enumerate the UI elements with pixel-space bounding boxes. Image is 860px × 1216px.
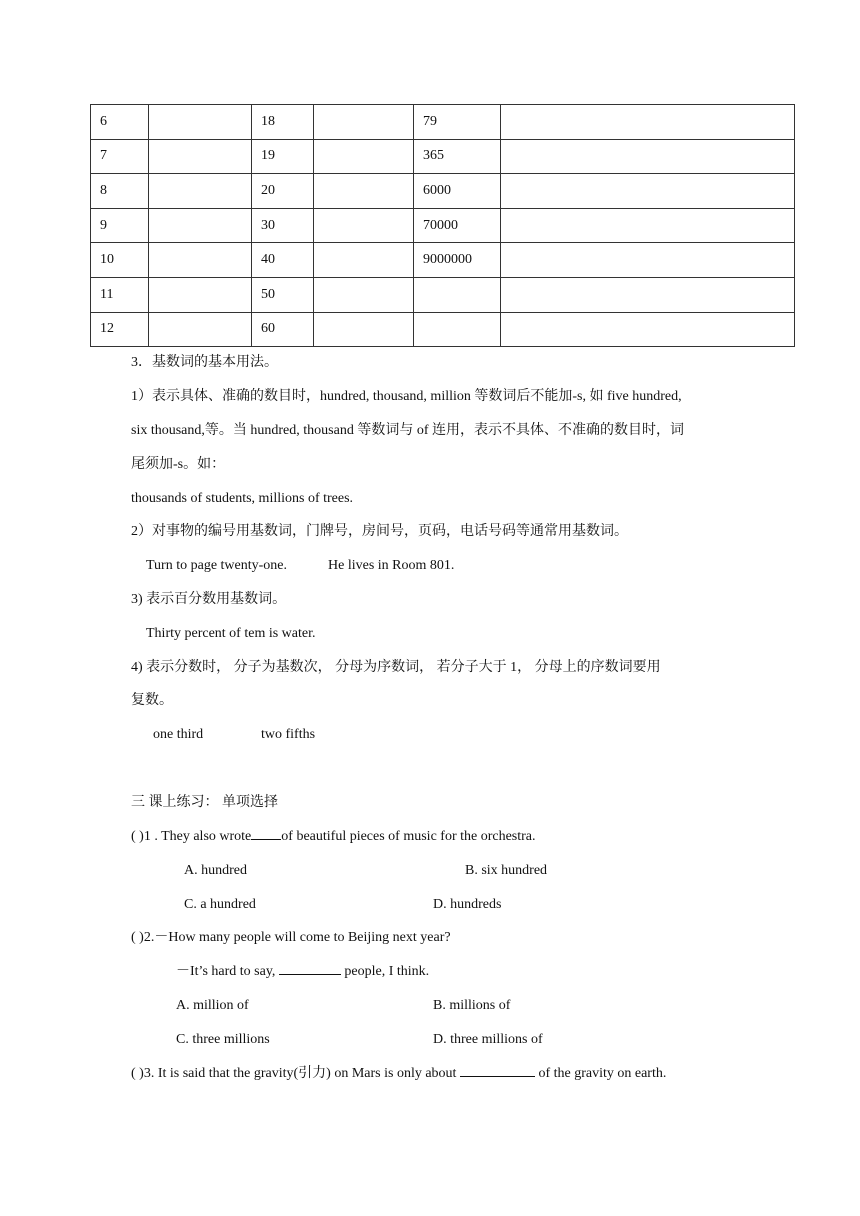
rule-4-text: 4) 表示分数时， 分子为基数次， 分母为序数词， 若分子大于 1， 分母上的序数词要用 [131,660,661,675]
option-d: D. three millions of [433,1032,543,1047]
table-cell: 60 [252,312,314,347]
table-cell [314,174,414,209]
table-cell [501,105,795,140]
table-row [91,139,795,174]
table-cell: 10 [91,243,149,278]
option-a: A. hundred [184,863,247,878]
table-cell [314,139,414,174]
table-row [91,277,795,312]
rule-3-example: Thirty percent of tem is water. [146,626,316,641]
table-cell: 50 [252,277,314,312]
answer-bracket: ( ) [131,930,144,945]
table-cell [314,243,414,278]
table-cell [414,312,501,347]
option-c: C. three millions [176,1032,270,1047]
table-cell [314,105,414,140]
table-cell [414,277,501,312]
table-cell [149,312,252,347]
table-cell [149,174,252,209]
table-cell [149,243,252,278]
option-d: D. hundreds [433,897,502,912]
table-cell: 20 [252,174,314,209]
answer-bracket: ( ) [131,1066,144,1081]
number-table [90,104,795,347]
table-cell: 70000 [414,208,501,243]
option-b: B. six hundred [465,863,548,878]
exercise-heading: 三 课上练习： 单项选择 [131,795,278,810]
answer-bracket: ( ) [131,829,144,844]
question-stem-cont: of the gravity on earth. [538,1066,667,1081]
number-table-body [91,105,795,347]
rule-2-example-a: Turn to page twenty-one. [146,558,288,573]
table-cell: 11 [91,277,149,312]
answer-blank [279,962,341,975]
table-cell: 9000000 [414,243,501,278]
answer-blank [460,1064,535,1077]
table-cell: 8 [91,174,149,209]
table-row [91,208,795,243]
table-cell: 79 [414,105,501,140]
rule-2-text: 2）对事物的编号用基数词，门牌号，房间号，页码，电话号码等通常用基数词。 [131,524,628,539]
table-cell [501,174,795,209]
question-2 [131,928,451,948]
table-cell: 7 [91,139,149,174]
table-row [91,105,795,140]
table-cell: 12 [91,312,149,347]
section-3-heading: 3．基数词的基本用法。 [131,355,278,370]
question-stem: 3. It is said that the gravity(引力) on Mars is only about [143,1066,457,1081]
table-row [91,243,795,278]
rule-4-example-a: one third [153,727,204,742]
table-cell [501,277,795,312]
table-cell [149,277,252,312]
question-3 [131,1064,666,1084]
reply-text: －It’s hard to say, [176,964,276,979]
rule-1-text-end: 尾须加-s。如： [131,457,226,472]
rule-4-text-cont: 复数。 [131,693,173,708]
option-c: C. a hundred [184,897,256,912]
rule-4-example-b: two fifths [261,727,316,742]
rule-1-text-cont: six thousand,等。当 hundred, thousand 等数词与 of 连用，表示不具体、不准确的数目时，词 [131,423,684,438]
table-cell: 19 [252,139,314,174]
table-cell: 18 [252,105,314,140]
table-cell: 40 [252,243,314,278]
rule-3-text: 3) 表示百分数用基数词。 [131,592,287,607]
reply-text-cont: people, I think. [344,964,430,979]
table-cell [314,277,414,312]
question-2-reply [176,962,429,982]
table-cell [501,312,795,347]
table-cell [314,312,414,347]
question-stem: 1 . They also wrote [143,829,252,844]
table-cell [149,139,252,174]
table-cell: 6000 [414,174,501,209]
table-cell: 365 [414,139,501,174]
rule-2-example-b: He lives in Room 801. [328,558,455,573]
table-cell [149,208,252,243]
question-stem-cont: of beautiful pieces of music for the orchestra. [281,829,536,844]
answer-blank [251,827,281,840]
question-1 [131,827,536,847]
rule-1-example: thousands of students, millions of trees. [131,491,354,506]
table-cell [314,208,414,243]
table-row [91,174,795,209]
table-cell [149,105,252,140]
question-stem: 2.－How many people will come to Beijing next year? [143,930,451,945]
table-cell: 30 [252,208,314,243]
rule-1-text: 1）表示具体、准确的数目时，hundred, thousand, million 等数词后不能加-s, 如 five hundred, [131,389,682,404]
table-cell: 6 [91,105,149,140]
table-cell [501,139,795,174]
table-row [91,312,795,347]
table-cell [501,208,795,243]
option-a: A. million of [176,998,249,1013]
option-b: B. millions of [433,998,511,1013]
table-cell: 9 [91,208,149,243]
table-cell [501,243,795,278]
